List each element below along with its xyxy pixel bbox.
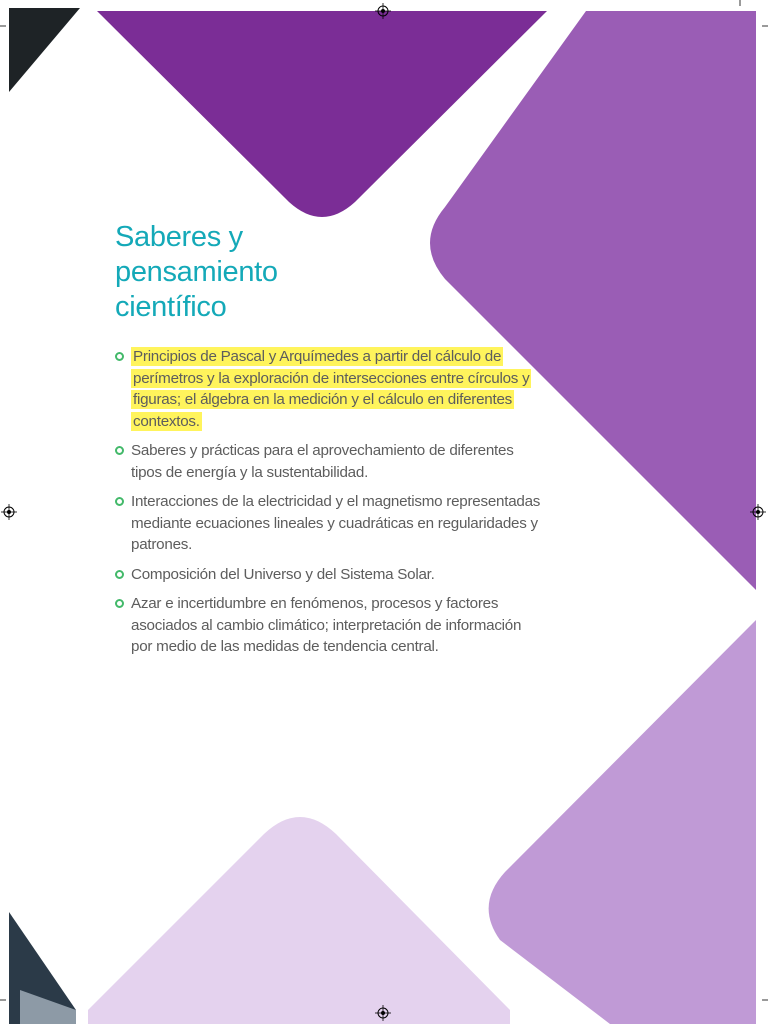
shape-purple-pale <box>88 817 510 1024</box>
registration-mark-icon <box>1 504 17 520</box>
bullet-circle-icon <box>115 446 124 455</box>
list-item <box>115 491 545 556</box>
title-line: pensamiento <box>115 256 278 288</box>
bullet-circle-icon <box>115 497 124 506</box>
list-item <box>115 593 545 658</box>
list-item <box>115 346 545 432</box>
page-title <box>115 220 445 325</box>
bullet-circle-icon <box>115 599 124 608</box>
title-line: científico <box>115 291 227 323</box>
bullet-circle-icon <box>115 570 124 579</box>
list-item <box>115 564 545 586</box>
shape-purple-light <box>489 620 756 1024</box>
bullet-text: Azar e incertidumbre en fenómenos, procesos y factores asociados al cambio climático; interpretación de información por medio de las medidas de tendencia central. <box>131 595 522 655</box>
bullet-text: Composición del Universo y del Sistema Solar. <box>131 565 435 583</box>
title-line: Saberes y <box>115 221 243 253</box>
bullet-text: Saberes y prácticas para el aprovechamiento de diferentes tipos de energía y la sustentabilidad. <box>131 442 514 481</box>
corner-photo-top <box>9 8 80 92</box>
content-bullet-list <box>115 346 545 666</box>
bullet-circle-icon <box>115 352 124 361</box>
bullet-text: Principios de Pascal y Arquímedes a partir del cálculo de perímetros y la exploración de intersecciones entre círculos y figuras; el álgebra en la medición y el cálculo en diferentes contextos. <box>133 348 530 430</box>
bullet-text: Interacciones de la electricidad y el magnetismo representadas mediante ecuaciones lineales y cuadráticas en regularidades y patrones. <box>131 493 541 553</box>
list-item <box>115 440 545 483</box>
